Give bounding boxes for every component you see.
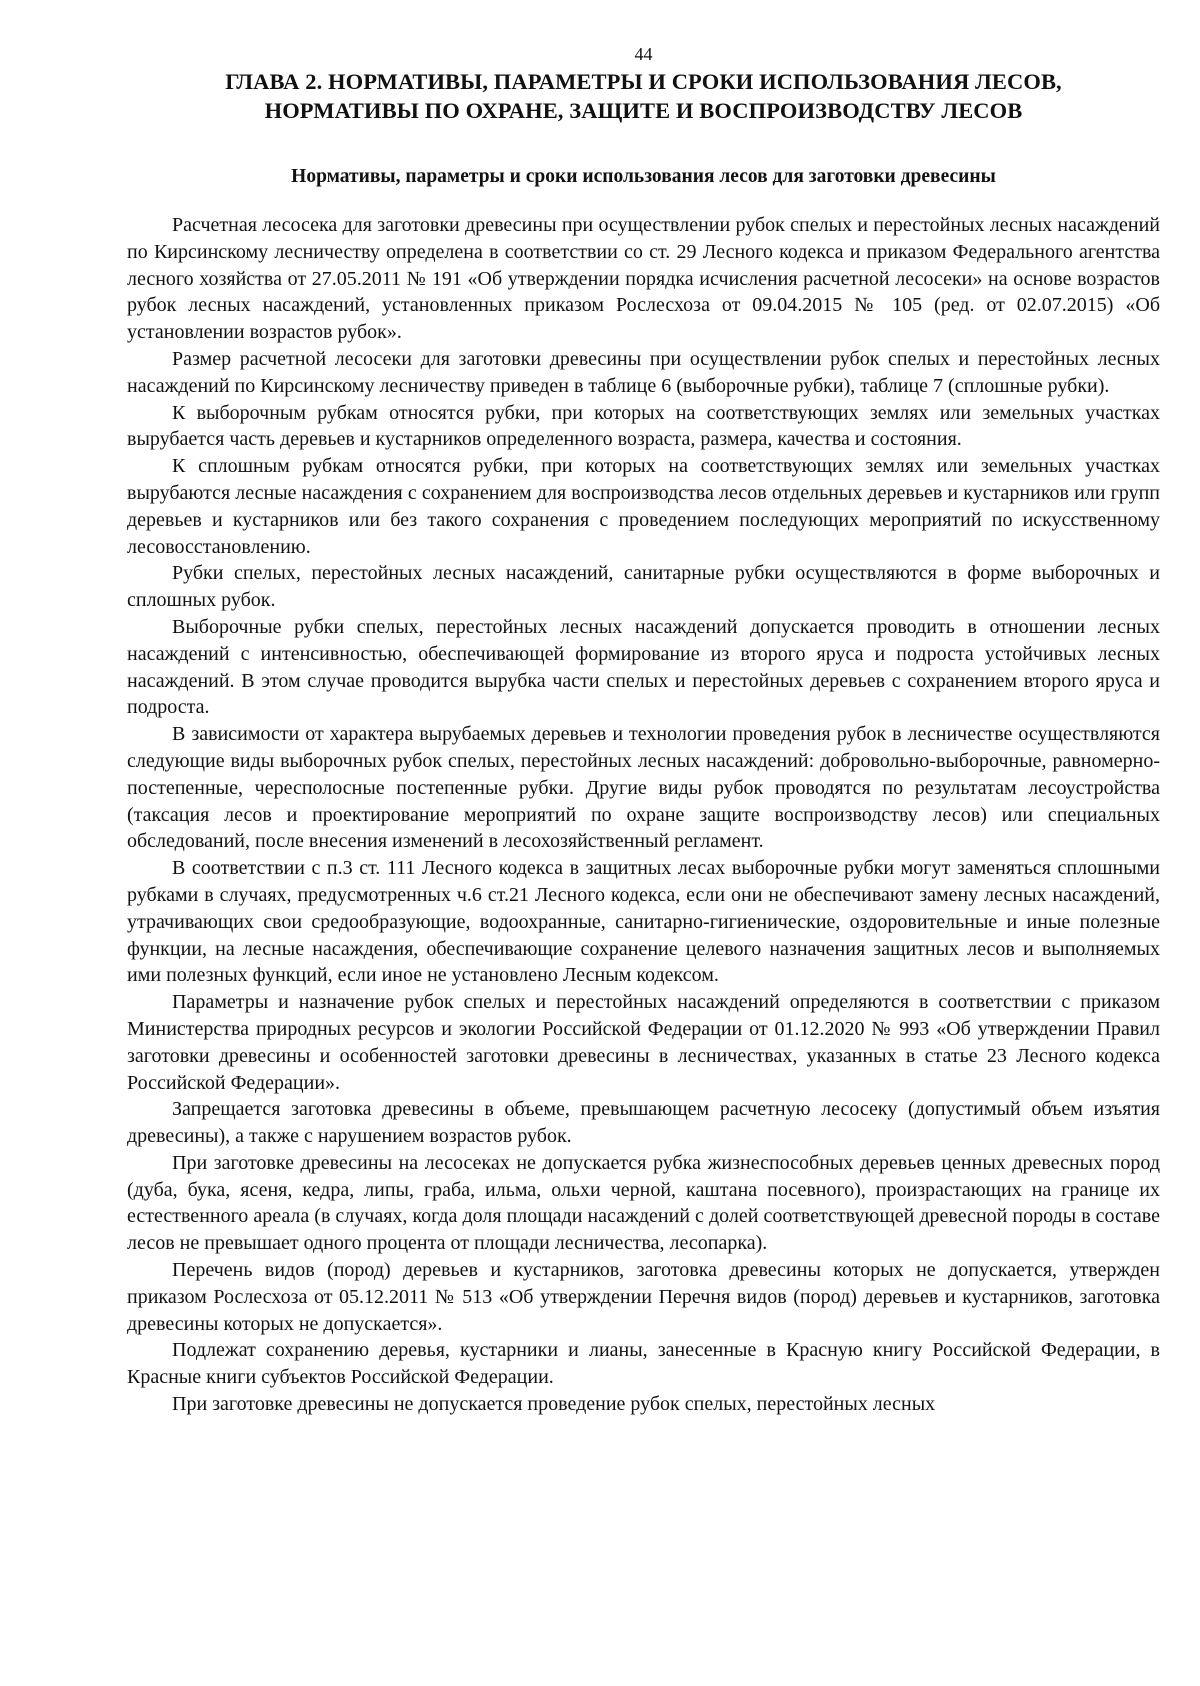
paragraph-4: К сплошным рубкам относятся рубки, при которых на соответствующих землях или земельных участках вырубаются лесные насаждения с сохранением для воспроизводства лесов отдельных деревьев и кустарников или групп деревьев и кустарников или без такого сохранения с проведением последующих мероприятий по искусственному лесовосстановлению. [127, 455, 1160, 558]
paragraph-3: К выборочным рубкам относятся рубки, при которых на соответствующих землях или земельных участках вырубается часть деревьев и кустарников определенного возраста, размера, качества и состояния. [127, 401, 1160, 451]
chapter-title-line-2: НОРМАТИВЫ ПО ОХРАНЕ, ЗАЩИТЕ И ВОСПРОИЗВОДСТВУ ЛЕСОВ [264, 98, 1023, 123]
body-text [127, 212, 1160, 1418]
document-page [127, 44, 1160, 1418]
paragraph-13: Подлежат сохранению деревья, кустарники и лианы, занесенные в Красную книгу Российской Федерации, в Красные книги субъектов Российской Федерации. [127, 1339, 1160, 1389]
paragraph-9: Параметры и назначение рубок спелых и перестойных насаждений определяются в соответствии с приказом Министерства природных ресурсов и экологии Российской Федерации от 01.12.2020 № 993 «Об утверждении Правил заготовки древесины и особенностей заготовки древесины в лесничествах, указанных в статье 23 Лесного кодекса Российской Федерации». [127, 991, 1160, 1094]
section-title: Нормативы, параметры и сроки использования лесов для заготовки древесины [291, 166, 996, 187]
paragraph-6: Выборочные рубки спелых, перестойных лесных насаждений допускается проводить в отношении лесных насаждений с интенсивностью, обеспечивающей формирование из второго яруса и подроста устойчивых лесных насаждений. В этом случае проводится вырубка части спелых и перестойных деревьев с сохранением второго яруса и подроста. [127, 615, 1160, 719]
paragraph-10: Запрещается заготовка древесины в объеме, превышающем расчетную лесосеку (допустимый объем изъятия древесины), а также с нарушением возрастов рубок. [127, 1098, 1160, 1148]
paragraph-12: Перечень видов (пород) деревьев и кустарников, заготовка древесины которых не допускается, утвержден приказом Рослесхоза от 05.12.2011 № 513 «Об утверждении Перечня видов (пород) деревьев и кустарников, заготовка древесины которых не допускается». [127, 1259, 1160, 1335]
paragraph-11: При заготовке древесины на лесосеках не допускается рубка жизнеспособных деревьев ценных древесных пород (дуба, бука, ясеня, кедра, липы, граба, ильма, ольхи черной, каштана посевного), произрастающих на границе их естественного ареала (в случаях, когда доля площади насаждений с долей соответствующей древесной породы в составе лесов не превышает одного процента от площади лесничества, лесопарка). [127, 1151, 1160, 1255]
paragraph-2: Размер расчетной лесосеки для заготовки древесины при осуществлении рубок спелых и перестойных лесных насаждений по Кирсинскому лесничеству приведен в таблице 6 (выборочные рубки), таблице 7 (сплошные рубки). [127, 347, 1160, 397]
paragraph-1: Расчетная лесосека для заготовки древесины при осуществлении рубок спелых и перестойных лесных насаждений по Кирсинскому лесничеству определена в соответствии со ст. 29 Лесного кодекса и приказом Федерального агентства лесного хозяйства от 27.05.2011 № 191 «Об утверждении порядка исчисления расчетной лесосеки» на основе возрастов рубок лесных насаждений, установленных приказом Рослесхоза от 09.04.2015 № 105 (ред. от 02.07.2015) «Об установлении возрастов рубок». [127, 214, 1160, 344]
page-number: 44 [634, 44, 653, 64]
paragraph-7: В зависимости от характера вырубаемых деревьев и технологии проведения рубок в лесничестве осуществляются следующие виды выборочных рубок спелых, перестойных лесных насаждений: добровольно-выборочные, равномерно-постепенные, чересполосные постепенные рубки. Другие виды рубок проводятся по результатам лесоустройства (таксация лесов и проектирование мероприятий по охране защите воспроизводству лесов) или специальных обследований, после внесения изменений в лесохозяйственный регламент. [127, 723, 1160, 853]
chapter-title [127, 67, 1160, 125]
paragraph-14: При заготовке древесины не допускается проведение рубок спелых, перестойных лесных [172, 1393, 936, 1416]
paragraph-8: В соответствии с п.3 ст. 111 Лесного кодекса в защитных лесах выборочные рубки могут заменяться сплошными рубками в случаях, предусмотренных ч.6 ст.21 Лесного кодекса, если они не обеспечивают замену лесных насаждений, утрачивающих свои средообразующие, водоохранные, санитарно-гигиенические, оздоровительные и иные полезные функции, на лесные насаждения, обеспечивающие сохранение целевого назначения защитных лесов и выполняемых ими полезных функций, если иное не установлено Лесным кодексом. [127, 857, 1160, 987]
chapter-title-line-1: ГЛАВА 2. НОРМАТИВЫ, ПАРАМЕТРЫ И СРОКИ ИСПОЛЬЗОВАНИЯ ЛЕСОВ, [225, 69, 1062, 94]
paragraph-5: Рубки спелых, перестойных лесных насаждений, санитарные рубки осуществляются в форме выборочных и сплошных рубок. [127, 562, 1160, 612]
